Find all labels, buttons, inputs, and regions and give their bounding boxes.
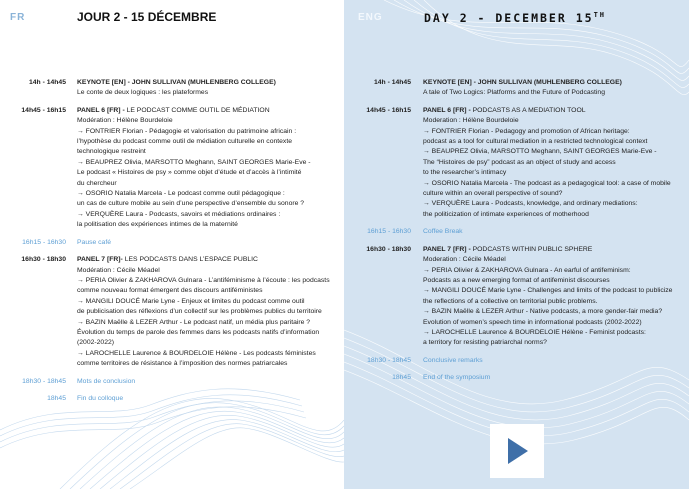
session-time: 16h30 - 18h30 [21,256,66,264]
session-detail-line: Modération : Hélène Bourdeloie [77,117,173,125]
session-detail-line: la politisation des expériences intimes de la maternité [77,221,238,229]
session-detail-line: l’hypothèse du podcast comme outil de médiation culturelle en contexte [77,138,292,146]
session-detail-line: Evolution of women’s speech time in informational podcasts (2002-2022) [423,318,642,326]
session-title-text: Pause café [77,238,112,246]
session-detail-line: → PERIA Olivier & ZAKHAROVA Gulnara - L’antiféminisme à l’écoute : les podcasts [77,276,330,284]
session-content [423,227,683,237]
session-detail-line: → BEAUPREZ Olivia, MARSOTTO Meghann, SAINT GEORGES Marie-Eve - [77,158,311,166]
session-title [77,377,339,387]
session-content [77,78,339,99]
session-row [0,106,344,231]
session-time: 18h30 - 18h45 [22,377,66,385]
session-time: 18h45 [392,374,411,382]
session-row [0,78,344,99]
program-schedule [0,78,344,411]
session-detail-line: Évolution du temps de parole des femmes dans les podcasts natifs d’information [77,328,320,336]
day-title-text: DAY 2 - DECEMBER 15 [424,11,594,25]
session-title-bold: KEYNOTE [EN] - JOHN SULLIVAN (MUHLENBERG COLLEGE) [423,79,622,86]
session-title [423,106,683,116]
session-title-text: PODCASTS AS A MEDIATION TOOL [472,106,586,114]
session-content [423,245,683,349]
session-title-text: Fin du colloque [77,394,124,402]
session-detail-line: technologique restreint [77,148,146,156]
session-detail-line: → PERIA Olivier & ZAKHAROVA Gulnara - An earful of antifeminism: [423,266,631,274]
session-detail-line: comme territoires de résistance à l’imposition des normes patriarcales [77,360,288,368]
session-content [423,106,683,220]
session-title [423,227,683,237]
session-detail-line: The “Histoires de psy” podcast as an object of study and access [423,158,616,166]
session-detail-line: → LAROCHELLE Laurence & BOURDELOIE Hélène - Feminist podcasts: [423,328,646,336]
session-title-bold: KEYNOTE [EN] - JOHN SULLIVAN (MUHLENBERG COLLEGE) [77,79,276,86]
session-row [0,255,344,369]
session-title-text: Mots de conclusion [77,377,136,385]
session-detail-line: un cas de culture mobile au sein d’une perspective d’ensemble du sonore ? [77,200,305,208]
session-time: 14h - 14h45 [373,79,411,86]
session-detail-line: Modération : Cécile Méadel [77,266,160,274]
session-detail-line: culture within an overall perspective of sound? [423,190,563,198]
session-title-text: End of the symposium [423,374,491,382]
play-triangle-icon[interactable] [508,438,528,464]
session-detail-line: → LAROCHELLE Laurence & BOURDELOIE Hélène - Les podcasts féministes [77,349,316,357]
session-content [423,373,683,383]
session-row [0,377,344,387]
session-row [344,245,689,349]
session-detail-line: → OSORIO Natalia Marcela - The podcast as a pedagogical tool: a case of mobile [423,179,671,187]
session-detail-line: → MANGILI DOUCÉ Marie Lyne - Challenges and limits of the podcast to publicize [423,287,673,295]
session-detail-line: → BAZIN Maëlle & LEZER Arthur - Native podcasts, a more gender-fair media? [423,308,663,316]
session-detail-line: → BAZIN Maëlle & LEZER Arthur - Le podcast natif, un média plus paritaire ? [77,318,311,326]
session-detail-line: Le podcast « Histoires de psy » comme objet d’étude et d’accès à l’intimité [77,169,302,177]
session-title [77,255,339,265]
session-title-bold: PANEL 7 [FR] - [423,245,473,253]
session-title-bold: PANEL 6 [FR] - [423,106,473,114]
session-title [423,356,683,366]
session-row [344,373,689,383]
english-program-page [344,0,689,489]
session-row [344,106,689,220]
session-time: 14h45 - 16h15 [366,106,411,114]
language-label: FR [10,12,26,23]
session-title-text: LES PODCASTS DANS L’ESPACE PUBLIC [124,256,258,264]
day-title-suffix: TH [593,11,606,20]
session-title-text: Conclusive remarks [423,356,483,364]
session-row [0,394,344,404]
session-row [0,238,344,248]
session-detail-line: podcast as a tool for cultural mediation in a restricted technological context [423,138,648,146]
session-title [77,78,339,88]
session-detail-line: → VERQUÈRE Laura - Podcasts, knowledge, and ordinary mediations: [423,200,638,208]
session-detail-line: Moderation : Cécile Méadel [423,256,506,264]
session-title [423,245,683,255]
session-detail-line: Le conte de deux logiques : les plateformes [77,89,209,97]
session-detail-line: a territory for resisting patriarchal norms? [423,339,547,347]
session-title [423,373,683,383]
session-row [344,78,689,99]
session-detail-line: → VERQUÈRE Laura - Podcasts, savoirs et médiations ordinaires : [77,210,281,218]
session-time: 16h30 - 18h30 [366,245,411,253]
session-content [77,255,339,369]
session-title-text: Coffee Break [423,228,463,236]
session-detail-line: A tale of Two Logics: Platforms and the Future of Podcasting [423,89,605,97]
session-detail-line: → MANGILI DOUCÉ Marie Lyne - Enjeux et limites du podcast comme outil [77,297,305,305]
session-detail-line: (2002-2022) [77,339,115,347]
program-schedule [344,78,689,391]
session-title [423,78,683,88]
day-title: JOUR 2 - 15 DÉCEMBRE [77,10,217,24]
session-time: 18h30 - 18h45 [367,356,411,364]
session-detail-line: Moderation : Hélène Bourdeloie [423,117,519,125]
session-detail-line: → FONTRIER Florian - Pedagogy and promotion of African heritage: [423,127,630,135]
session-detail-line: the reflections of a collective on territorial public problems. [423,297,598,305]
session-time: 14h45 - 16h15 [21,106,66,114]
session-time: 14h - 14h45 [28,79,66,86]
session-content [423,356,683,366]
session-detail-line: comme nouveau format émergent des discours antiféministes [77,287,263,295]
session-detail-line: the politicization of intimate experiences of motherhood [423,210,589,218]
french-program-page [0,0,344,489]
session-row [344,356,689,366]
session-content [77,394,339,404]
session-time: 16h15 - 16h30 [22,238,66,246]
session-time: 16h15 - 16h30 [367,228,411,236]
session-detail-line: Podcasts as a new emerging format of antifeminist discourses [423,276,610,284]
day-title [424,11,606,25]
session-detail-line: → BEAUPREZ Olivia, MARSOTTO Meghann, SAINT GEORGES Marie-Eve - [423,148,657,156]
session-title-bold: PANEL 7 [FR]- [77,256,125,264]
session-detail-line: de publicisation des réflexions d’un collectif sur les problèmes publics du territoire [77,308,322,316]
session-detail-line: du chercheur [77,179,117,187]
session-detail-line: to the researcher’s intimacy [423,169,507,177]
session-row [344,227,689,237]
language-label: ENG [358,12,383,23]
play-button[interactable] [490,424,544,478]
session-title-text: LE PODCAST COMME OUTIL DE MÉDIATION [126,106,270,114]
session-title [77,238,339,248]
session-content [77,377,339,387]
session-title-text: PODCASTS WITHIN PUBLIC SPHERE [472,245,593,253]
session-content [77,106,339,231]
session-content [77,238,339,248]
session-title [77,394,339,404]
session-title [77,106,339,116]
session-time: 18h45 [47,394,66,402]
session-content [423,78,683,99]
session-title-bold: PANEL 6 [FR] - [77,106,127,114]
session-detail-line: → FONTRIER Florian - Pédagogie et valorisation du patrimoine africain : [77,127,297,135]
session-detail-line: → OSORIO Natalia Marcela - Le podcast comme outil pédagogique : [77,190,285,198]
